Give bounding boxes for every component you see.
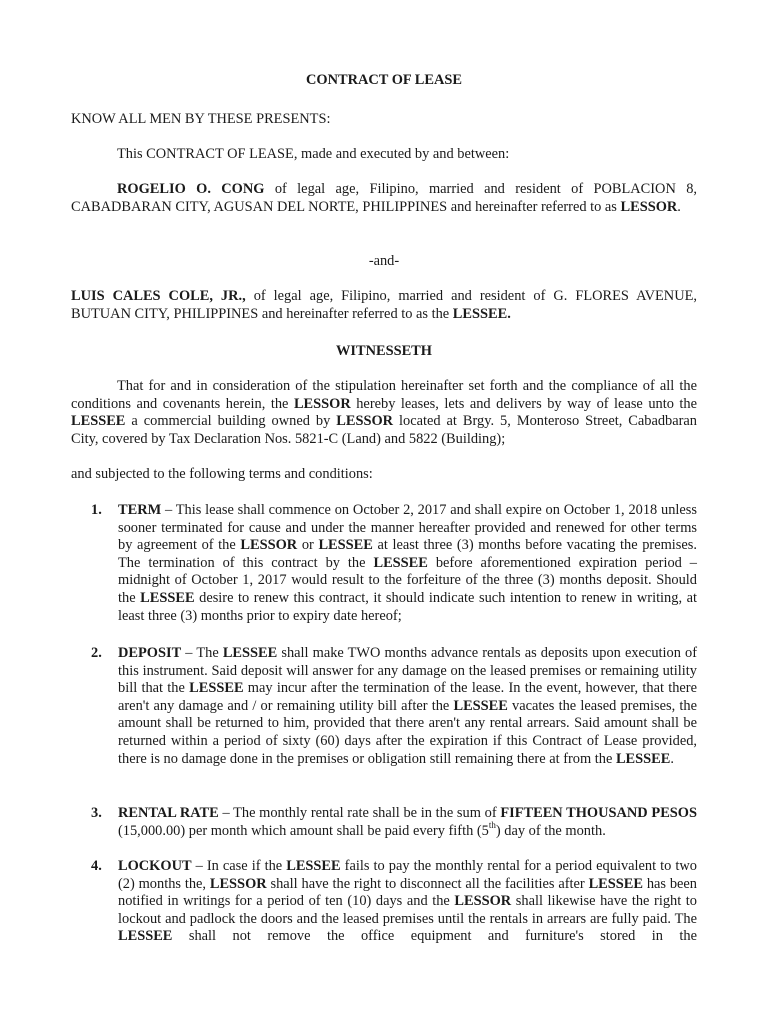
lessor-party-paragraph: ROGELIO O. CONG of legal age, Filipino, married and resident of POBLACION 8, CABADBARAN CITY, AGUSAN DEL NORTE, PHILIPPINES and hereinafter referred to as LESSOR.	[71, 181, 698, 215]
clause-heading: LOCKOUT	[118, 858, 192, 874]
clause-number: 1.	[91, 502, 102, 518]
consideration-paragraph: That for and in consideration of the stipulation hereinafter set forth and the compliance of all the conditions and covenants herein, the LESSOR hereby leases, lets and delivers by way of lease unto the LESSEE a commercial building owned by LESSOR located at Brgy. 5, Monteroso Street, Cabadbaran City, covered by Tax Declaration Nos. 5821-C (Land) and 5822 (Building);	[71, 378, 697, 447]
lessee-name: LUIS CALES COLE, JR.,	[71, 288, 246, 304]
clause-heading: RENTAL RATE	[118, 805, 219, 821]
rental-rate-clause-text: RENTAL RATE – The monthly rental rate shall be in the sum of FIFTEEN THOUSAND PESOS (15,000.00) per month which amount shall be paid every fifth (5th) day of the month.	[118, 805, 697, 839]
clause-heading: DEPOSIT	[118, 645, 182, 661]
lockout-clause	[91, 858, 697, 946]
term-clause	[91, 502, 697, 625]
lessor-name: ROGELIO O. CONG	[117, 181, 265, 197]
lessor-role: LESSOR	[620, 198, 678, 215]
deposit-clause-text: DEPOSIT – The LESSEE shall make TWO months advance rentals as deposits upon execution of this instrument. Said deposit will answer for any damage on the leased premises or remaining utility bill that the LESSEE may incur after the termination of the lease. In the event, however, that there aren't any damage and / or remaining utility bill after the LESSEE vacates the leased premises, the amount shall be returned to him, provided that there aren't any rental arrears. Said amount shall be returned within a period of sixty (60) days after the expiration if this Contract of Lease provided, there is no damage done in the premises or obligation still remaining there at from the LESSEE.	[118, 645, 697, 767]
clause-number: 4.	[91, 858, 102, 874]
deposit-clause	[91, 645, 697, 768]
clause-number: 2.	[91, 645, 102, 661]
document-title: CONTRACT OF LEASE	[306, 72, 462, 88]
intro-line: KNOW ALL MEN BY THESE PRESENTS:	[71, 111, 331, 127]
terms-intro: and subjected to the following terms and conditions:	[71, 466, 373, 482]
term-clause-text: TERM – This lease shall commence on October 2, 2017 and shall expire on October 1, 2018 unless sooner terminated for cause and under the manner hereafter provided and renewed for other terms by agreement of the LESSOR or LESSEE at least three (3) months before vacating the premises. The termination of this contract by the LESSEE before aforementioned expiration period – midnight of October 1, 2017 would result to the forfeiture of the three (3) months deposit. Should the LESSEE desire to renew this contract, it should indicate such intention to renew in writing, at least three (3) months prior to expiry date hereof;	[118, 502, 697, 624]
rental-rate-clause	[91, 805, 697, 840]
lockout-clause-text: LOCKOUT – In case if the LESSEE fails to pay the monthly rental for a period equivalent to two (2) months the, LESSOR shall have the right to disconnect all the facilities after LESSEE has been notified in writings for a period of ten (10) days and the LESSOR shall likewise have the right to lockout and padlock the doors and the leased premises until the rentals in arrears are fully paid. The LESSEE shall not remove the office equipment and furniture's stored in the	[118, 858, 698, 945]
lessee-role: LESSEE.	[452, 305, 511, 322]
clause-heading: TERM	[118, 502, 162, 518]
opening-paragraph: This CONTRACT OF LEASE, made and executed by and between:	[117, 146, 510, 162]
clause-number: 3.	[91, 805, 102, 821]
lessee-party-paragraph: LUIS CALES COLE, JR., of legal age, Filipino, married and resident of G. FLORES AVENUE, BUTUAN CITY, PHILIPPINES and hereinafter referred to as the LESSEE.	[71, 288, 697, 322]
and-separator: -and-	[368, 253, 400, 269]
witnesseth-heading: WITNESSETH	[336, 343, 432, 359]
